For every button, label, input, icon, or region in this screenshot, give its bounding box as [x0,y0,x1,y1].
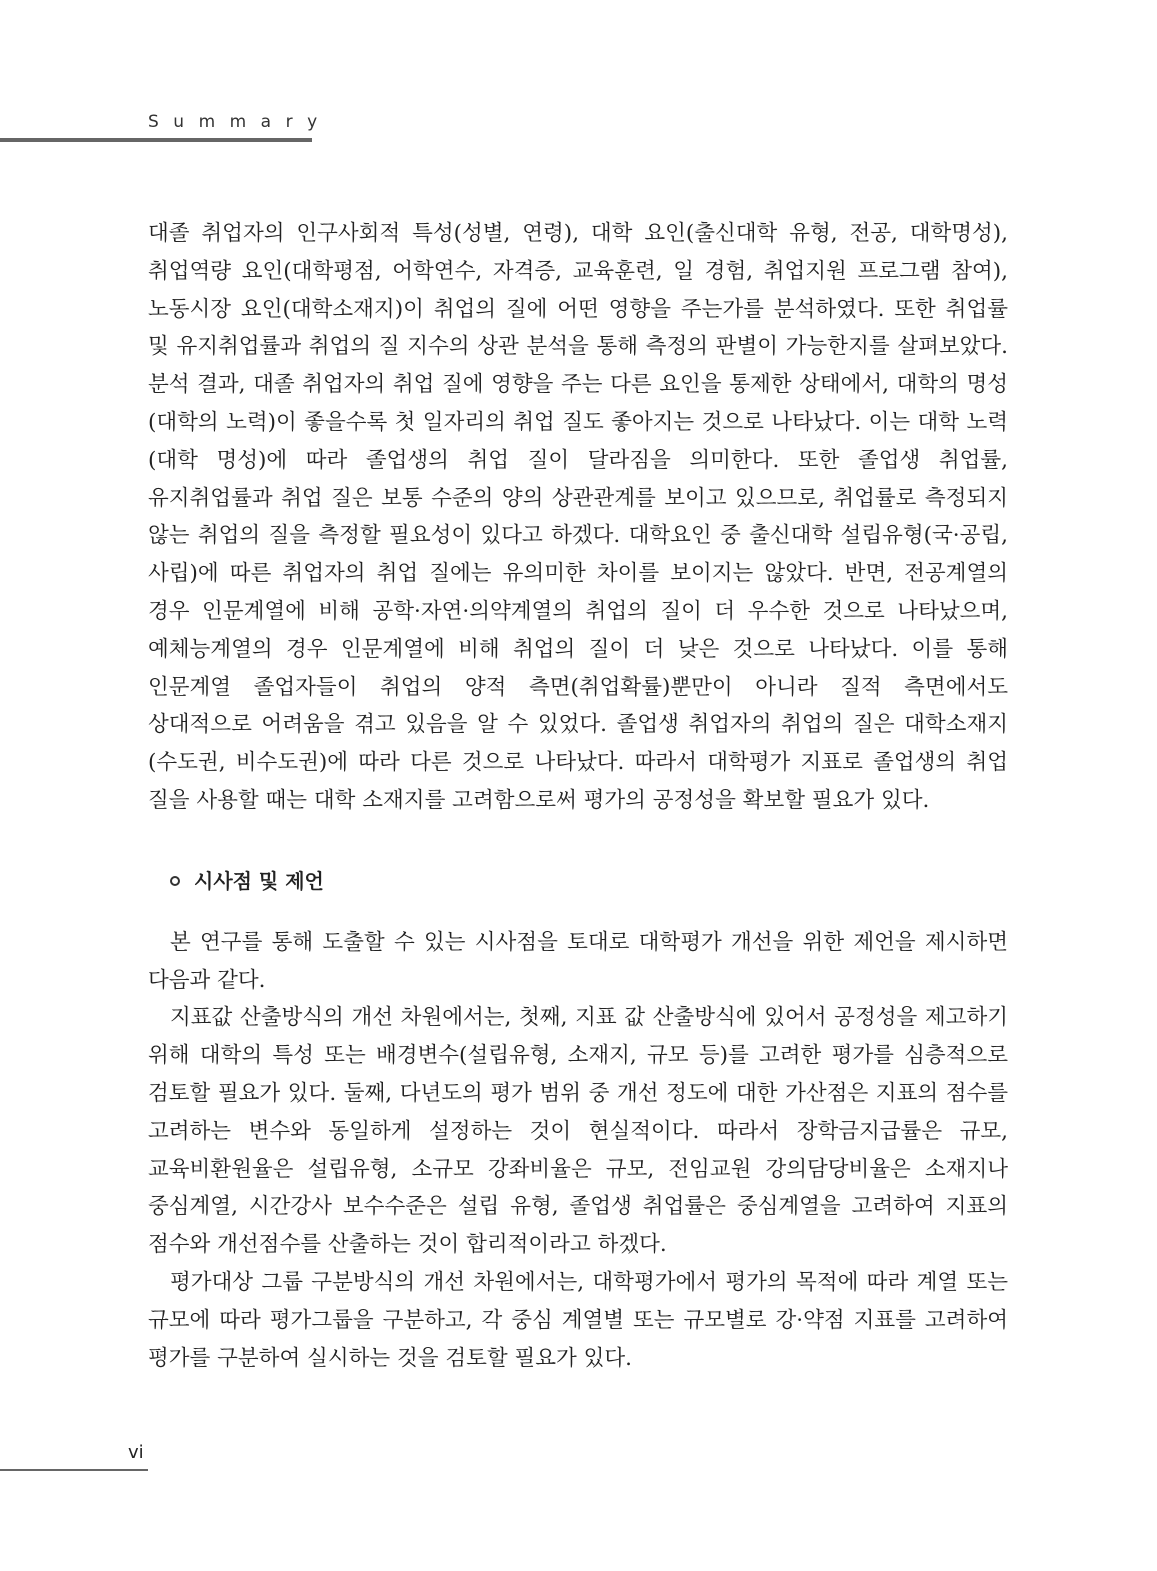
main-body [148,215,1008,1377]
paragraph: 지표값 산출방식의 개선 차원에서는, 첫째, 지표 값 산출방식에 있어서 공정성을 제고하기 위해 대학의 특성 또는 배경변수(설립유형, 소재지, 규모 등)를 고려한 평가를 심층적으로 검토할 필요가 있다. 둘째, 다년도의 평가 범위 중 개선 정도에 대한 가산점은 지표의 점수를 고려하는 변수와 동일하게 설정하는 것이 현실적이다. 따라서 장학금지급률은 규모, 교육비환원율은 설립유형, 소규모 강좌비율은 규모, 전임교원 강의담당비율은 소재지나 중심계열, 시간강사 보수수준은 설립 유형, 졸업생 취업률은 중심계열을 고려하여 지표의 점수와 개선점수를 산출하는 것이 합리적이라고 하겠다. [148,1005,1008,1258]
running-header-label: Summary [148,112,332,132]
page-number: vi [128,1442,144,1463]
section-heading [170,866,1008,896]
paragraph: 평가대상 그룹 구분방식의 개선 차원에서는, 대학평가에서 평가의 목적에 따라 계열 또는 규모에 따라 평가그룹을 구분하고, 각 중심 계열별 또는 규모별로 강·약점 지표를 고려하여 평가를 구분하여 실시하는 것을 검토할 필요가 있다. [148,1269,1008,1371]
intro-paragraph: 대졸 취업자의 인구사회적 특성(성별, 연령), 대학 요인(출신대학 유형, 전공, 대학명성), 취업역량 요인(대학평점, 어학연수, 자격증, 교육훈련, 일 경험, 취업지원 프로그램 참여), 노동시장 요인(대학소재지)이 취업의 질에 어떤 영향을 주는가를 분석하였다. 또한 취업률 및 유지취업률과 취업의 질 지수의 상관 분석을 통해 측정의 판별이 가능한지를 살펴보았다. 분석 결과, 대졸 취업자의 취업 질에 영향을 주는 다른 요인을 통제한 상태에서, 대학의 명성(대학의 노력)이 좋을수록 첫 일자리의 취업 질도 좋아지는 것으로 나타났다. 이는 대학 노력(대학 명성)에 따라 졸업생의 취업 질이 달라짐을 의미한다. 또한 졸업생 취업률, 유지취업률과 취업 질은 보통 수준의 양의 상관관계를 보이고 있으므로, 취업률로 측정되지 않는 취업의 질을 측정할 필요성이 있다고 하겠다. 대학요인 중 출신대학 설립유형(국·공립, 사립)에 따른 취업자의 취업 질에는 유의미한 차이를 보이지는 않았다. 반면, 전공계열의 경우 인문계열에 비해 공학·자연·의약계열의 취업의 질이 더 우수한 것으로 나타났으며, 예체능계열의 경우 인문계열에 비해 취업의 질이 더 낮은 것으로 나타났다. 이를 통해 인문계열 졸업자들이 취업의 양적 측면(취업확률)뿐만이 아니라 질적 측면에서도 상대적으로 어려움을 겪고 있음을 알 수 있었다. 졸업생 취업자의 취업의 질은 대학소재지(수도권, 비수도권)에 따라 다른 것으로 나타났다. 따라서 대학평가 지표로 졸업생의 취업 질을 사용할 때는 대학 소재지를 고려함으로써 평가의 공정성을 확보할 필요가 있다. [148,221,1008,813]
header-rule [0,138,312,142]
paragraph: 본 연구를 통해 도출할 수 있는 시사점을 토대로 대학평가 개선을 위한 제언을 제시하면 다음과 같다. [148,929,1008,993]
section-heading-text: 시사점 및 제언 [194,868,324,893]
circle-bullet-icon [170,876,180,886]
footer-rule [0,1469,148,1471]
